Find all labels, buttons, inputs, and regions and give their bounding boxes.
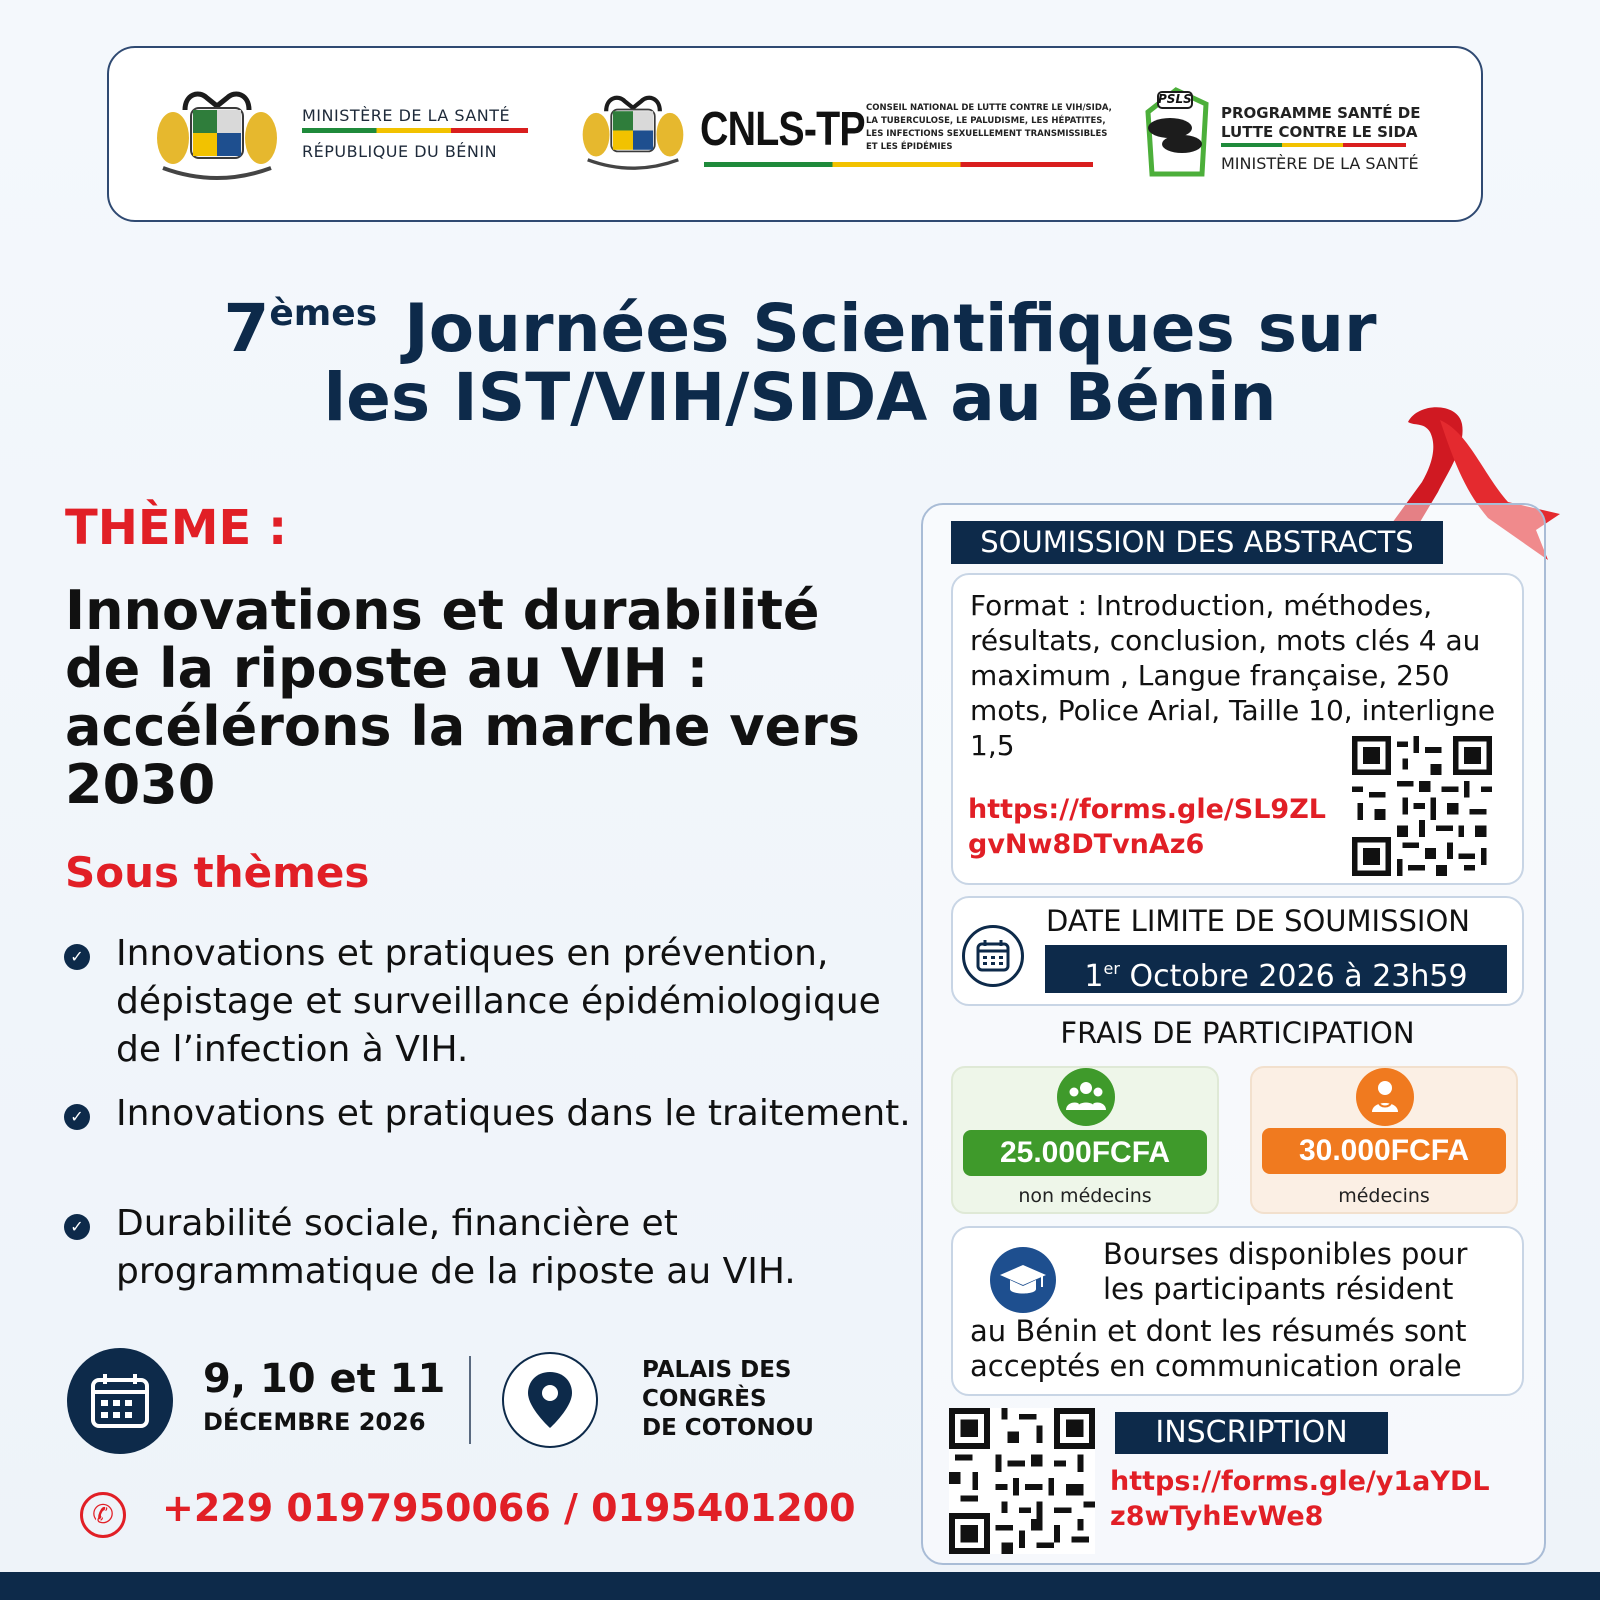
subthemes-label: Sous thèmes (65, 848, 370, 897)
subtheme-item: ✓ Durabilité sociale, financière et programmatique de la riposte au VIH. (64, 1200, 914, 1300)
fee-card-doctors (1250, 1066, 1518, 1214)
contact-phone[interactable]: +229 0197950066 / 0195401200 (162, 1486, 856, 1530)
check-icon: ✓ (64, 944, 90, 970)
doctor-icon (1356, 1068, 1414, 1126)
graduation-cap-icon (990, 1247, 1056, 1313)
psls-program-name: PROGRAMME SANTÉ DE LUTTE CONTRE LE SIDA (1221, 104, 1421, 141)
cnls-tp-full-name: CONSEIL NATIONAL DE LUTTE CONTRE LE VIH/SIDA, LA TUBERCULOSE, LE PALUDISME, LES HÉPATITES, LES INFECTIONS SEXUELLEMENT TRANSMISSIBLES ET LES ÉPIDÉMIES (866, 103, 1112, 152)
phone-icon: ✆ (80, 1492, 126, 1538)
non-doctors-label: non médecins (1018, 1185, 1152, 1207)
registration-link[interactable]: https://forms.gle/y1aYDL z8wTyhEvWe8 (1110, 1466, 1490, 1532)
psls-ministry: MINISTÈRE DE LA SANTÉ (1221, 154, 1419, 173)
abstract-submission-link[interactable]: https://forms.gle/SL9ZL gvNw8DTvnAz6 (968, 794, 1327, 860)
grants-text-line4: acceptés en communication orale (970, 1349, 1462, 1383)
theme-label: THÈME : (65, 500, 288, 556)
fees-heading: FRAIS DE PARTICIPATION (1060, 1016, 1415, 1050)
location-pin-icon (502, 1352, 598, 1448)
main-title-line2: les IST/VIH/SIDA au Bénin (323, 359, 1277, 436)
cnls-tp-acronym: CNLS-TP (700, 103, 865, 156)
calendar-icon (67, 1348, 173, 1454)
check-icon: ✓ (64, 1214, 90, 1240)
check-icon: ✓ (64, 1104, 90, 1130)
group-people-icon (1057, 1068, 1115, 1126)
calendar-icon (962, 925, 1024, 987)
country-name: RÉPUBLIQUE DU BÉNIN (302, 142, 498, 161)
theme-text: Innovations et durabilité de la riposte au VIH : accélérons la marche vers 2030 (65, 579, 860, 816)
event-month-year: DÉCEMBRE 2026 (203, 1408, 426, 1436)
deadline-value: 1er Octobre 2026 à 23h59 (1045, 945, 1507, 993)
grants-text-line3: au Bénin et dont les résumés sont (970, 1314, 1467, 1348)
flag-stripe (302, 128, 528, 133)
psls-badge-text: PSLS (1158, 92, 1192, 106)
doctors-price: 30.000FCFA (1262, 1128, 1506, 1174)
abstract-qr-code[interactable] (1352, 736, 1492, 876)
subtheme-item: ✓ Innovations et pratiques en prévention, dépistage et surveillance épidémiologique de l’infection à VIH. (64, 930, 914, 1080)
ministry-name: MINISTÈRE DE LA SANTÉ (302, 106, 511, 125)
fee-card-non-doctors (951, 1066, 1219, 1214)
abstracts-heading: SOUMISSION DES ABSTRACTS (951, 521, 1443, 564)
deadline-label: DATE LIMITE DE SOUMISSION (1046, 904, 1470, 938)
grants-text-line2: les participants résident (1103, 1272, 1454, 1306)
main-title-line1: 7èmes Journées Scientifiques sur (223, 290, 1377, 367)
subtheme-item: ✓ Innovations et pratiques dans le traitement. (64, 1090, 914, 1190)
flag-stripe (704, 162, 1093, 167)
event-dates: 9, 10 et 11 (203, 1356, 446, 1402)
doctors-label: médecins (1338, 1185, 1430, 1207)
flag-stripe (1221, 143, 1406, 147)
benin-coat-of-arms-logo (155, 88, 279, 184)
benin-coat-of-arms-logo (581, 88, 685, 178)
footer-bar (0, 1572, 1600, 1600)
grants-text-line1: Bourses disponibles pour (1103, 1237, 1468, 1271)
non-doctors-price: 25.000FCFA (963, 1130, 1207, 1176)
registration-heading: INSCRIPTION (1115, 1412, 1388, 1454)
registration-qr-code[interactable] (949, 1408, 1095, 1554)
event-venue: PALAIS DES CONGRÈS DE COTONOU (642, 1357, 814, 1441)
divider (469, 1356, 471, 1444)
abstract-format: Format : Introduction, méthodes, résultats, conclusion, mots clés 4 au maximum , Langue française, 250 mots, Police Arial, Taille 10, interligne 1,5 (970, 589, 1496, 762)
